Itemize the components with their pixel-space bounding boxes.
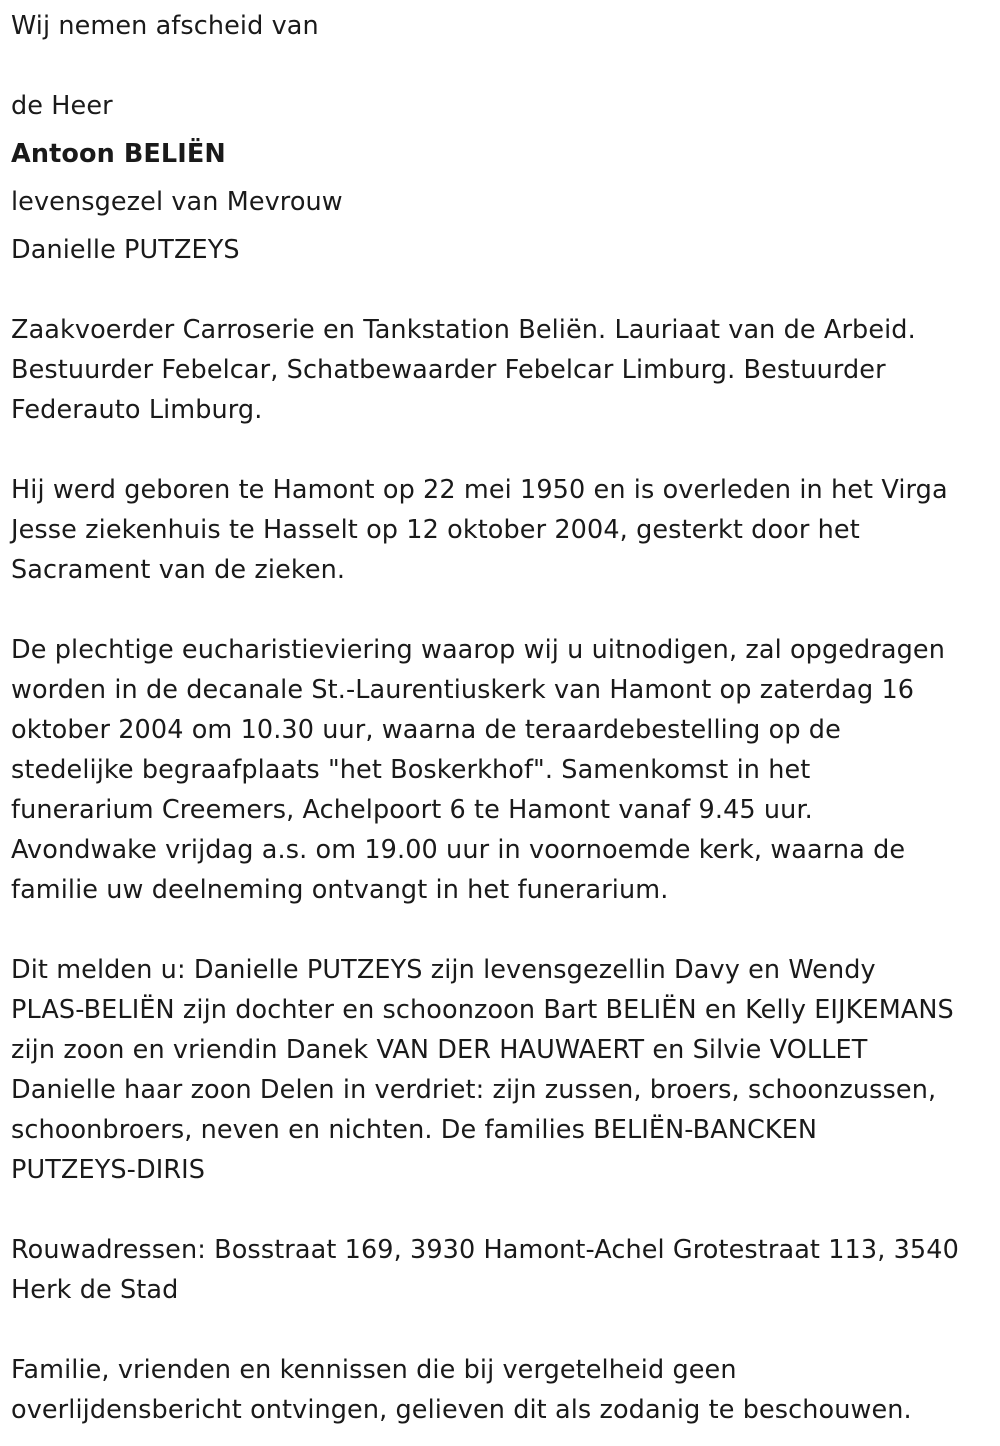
text-line: Danielle haar zoon Delen in verdriet: zijn zussen, broers, schoonzussen, bbox=[11, 1075, 937, 1105]
text-line: Sacrament van de zieken. bbox=[11, 555, 346, 585]
text-line: Rouwadressen: Bosstraat 169, 3930 Hamont-Achel Grotestraat 113, 3540 bbox=[11, 1235, 959, 1265]
partner-label: levensgezel van Mevrouw bbox=[11, 187, 343, 217]
text-line: Zaakvoerder Carroserie en Tankstation Beliën. Lauriaat van de Arbeid. bbox=[11, 315, 916, 345]
text-line: De plechtige eucharistieviering waarop wij u uitnodigen, zal opgedragen bbox=[11, 635, 945, 665]
text-line: zijn zoon en vriendin Danek VAN DER HAUWAERT en Silvie VOLLET bbox=[11, 1035, 868, 1065]
paragraph-family bbox=[11, 950, 996, 1190]
paragraph-ceremony bbox=[11, 630, 996, 910]
text-line: Familie, vrienden en kennissen die bij vergetelheid geen bbox=[11, 1355, 737, 1385]
text-line: PUTZEYS-DIRIS bbox=[11, 1155, 206, 1185]
text-line: funerarium Creemers, Achelpoort 6 te Hamont vanaf 9.45 uur. bbox=[11, 795, 813, 825]
paragraph-career bbox=[11, 310, 996, 430]
text-line: Herk de Stad bbox=[11, 1275, 179, 1305]
paragraph-closing bbox=[11, 1350, 996, 1430]
honorific: de Heer bbox=[11, 91, 113, 121]
text-line: worden in de decanale St.-Laurentiuskerk van Hamont op zaterdag 16 bbox=[11, 675, 915, 705]
text-line: schoonbroers, neven en nichten. De families BELIËN-BANCKEN bbox=[11, 1115, 818, 1145]
text-line: familie uw deelneming ontvangt in het funerarium. bbox=[11, 875, 669, 905]
paragraph-birth-death bbox=[11, 470, 996, 590]
text-line: Dit melden u: Danielle PUTZEYS zijn levensgezellin Davy en Wendy bbox=[11, 955, 876, 985]
partner-name: Danielle PUTZEYS bbox=[11, 235, 240, 265]
intro-line: Wij nemen afscheid van bbox=[11, 11, 319, 41]
text-line: overlijdensbericht ontvingen, gelieven dit als zodanig te beschouwen. bbox=[11, 1395, 912, 1425]
deceased-name: Antoon BELIËN bbox=[11, 139, 226, 169]
text-line: Avondwake vrijdag a.s. om 19.00 uur in voornoemde kerk, waarna de bbox=[11, 835, 906, 865]
text-line: Federauto Limburg. bbox=[11, 395, 263, 425]
text-line: oktober 2004 om 10.30 uur, waarna de teraardebestelling op de bbox=[11, 715, 841, 745]
text-line: Bestuurder Febelcar, Schatbewaarder Febelcar Limburg. Bestuurder bbox=[11, 355, 886, 385]
paragraph-addresses bbox=[11, 1230, 996, 1310]
text-line: Hij werd geboren te Hamont op 22 mei 1950 en is overleden in het Virga bbox=[11, 475, 948, 505]
text-line: Jesse ziekenhuis te Hasselt op 12 oktober 2004, gesterkt door het bbox=[11, 515, 860, 545]
text-line: PLAS-BELIËN zijn dochter en schoonzoon Bart BELIËN en Kelly EIJKEMANS bbox=[11, 995, 954, 1025]
text-line: stedelijke begraafplaats "het Boskerkhof". Samenkomst in het bbox=[11, 755, 811, 785]
